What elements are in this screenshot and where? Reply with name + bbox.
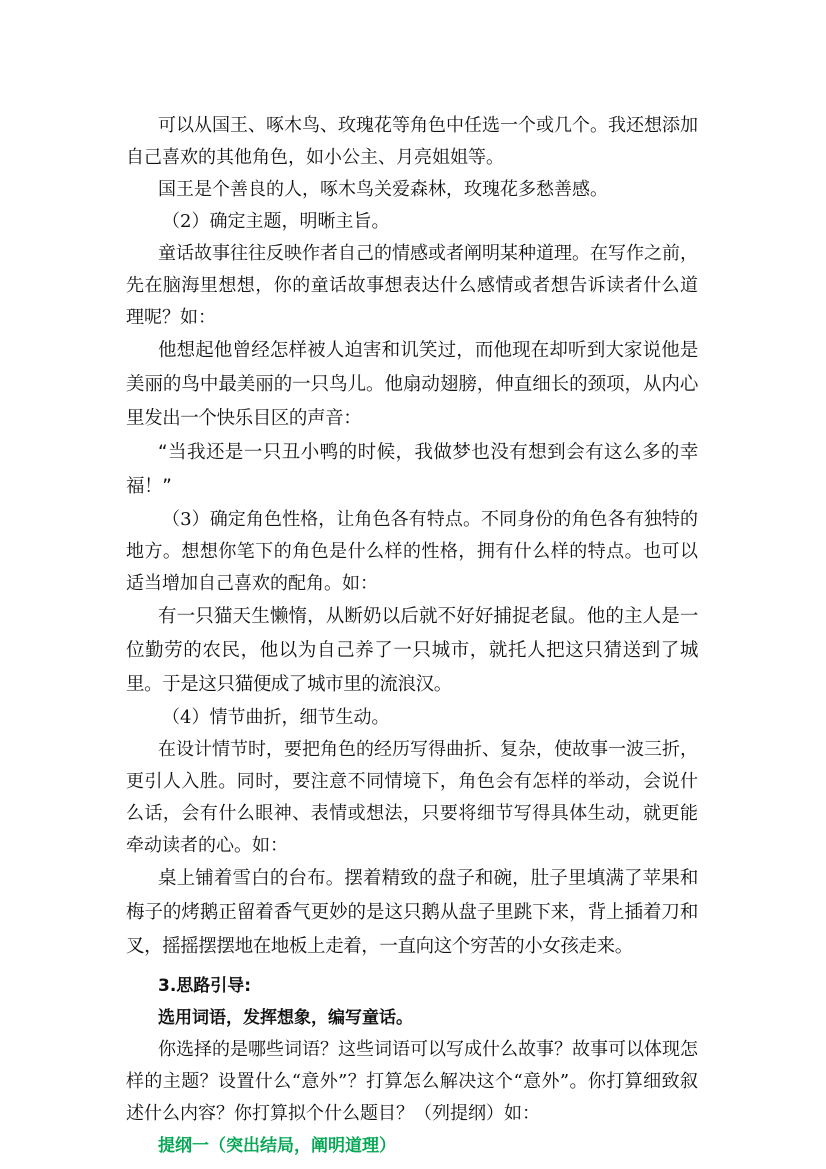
outline-one-heading: 提纲一（突出结局，阐明道理） — [158, 1136, 396, 1156]
paragraph-theme-intro: 童话故事往往反映作者自己的情感或者阐明某种道理。在写作之前，先在脑海里想想，你的童话故事想表达什么感情或者想告诉读者什么道理呢？如： — [126, 243, 698, 328]
example-roast-goose: 桌上铺着雪白的台布。摆着精致的盘子和碗，肚子里填满了苹果和梅子的烤鹅正留着香气更妙的是这只鹅从盘子里跳下来，背上插着刀和叉，摇摇摆摆地在地板上走着，一直向这个穷苦的小女孩走来。 — [126, 868, 698, 957]
example-ugly-duckling-quote: “当我还是一只丑小鸭的时候，我做梦也没有想到会有这么多的幸福！” — [126, 442, 698, 497]
heading-step-4: （4）情节曲折，细节生动。 — [162, 707, 390, 728]
paragraph-outline-questions: 你选择的是哪些词语？这些词语可以写成什么故事？故事可以体现怎样的主题？设置什么“意外”？打算怎么解决这个“意外”。你打算细致叙述什么内容？你打算拟个什么题目？（列提纲）如： — [126, 1039, 698, 1124]
paragraph-plot-design: 在设计情节时，要把角色的经历写得曲折、复杂，使故事一波三折，更引人入胜。同时，要注意不同情境下，角色会有怎样的举动，会说什么话，会有什么眼神、表情或想法，只要将细节写得具体生动，就更能牵动读者的心。如： — [126, 739, 698, 856]
paragraph-role-traits: 国王是个善良的人，啄木鸟关爱森林，玫瑰花多愁善感。 — [158, 179, 608, 200]
section-heading-guidance: 3.思路引导: — [158, 976, 252, 996]
subheading-write-fairy-tale: 选用词语，发挥想象，编写童话。 — [158, 1008, 413, 1028]
heading-step-3: （3）确定角色性格，让角色各有特点。不同身份的角色各有独特的地方。想想你笔下的角色是什么样的性格，拥有什么样的特点。也可以适当增加自己喜欢的配角。如： — [126, 509, 698, 594]
example-ugly-duckling: 他想起他曾经怎样被人迫害和讥笑过，而他现在却听到大家说他是美丽的鸟中最美丽的一只鸟儿。他扇动翅膀，伸直细长的颈项，从内心里发出一个快乐目区的声音： — [126, 340, 698, 429]
heading-step-2: （2）确定主题，明晰主旨。 — [162, 211, 390, 232]
paragraph-role-choice: 可以从国王、啄木鸟、玫瑰花等角色中任选一个或几个。我还想添加自己喜欢的其他角色，如小公主、月亮姐姐等。 — [126, 115, 698, 168]
example-lazy-cat: 有一只猫天生懒惰，从断奶以后就不好好捕捉老鼠。他的主人是一位勤劳的农民，他以为自己养了一只城市，就托人把这只猜送到了城里。于是这只猫便成了城市里的流浪汉。 — [126, 606, 698, 695]
document-body — [126, 110, 698, 1162]
